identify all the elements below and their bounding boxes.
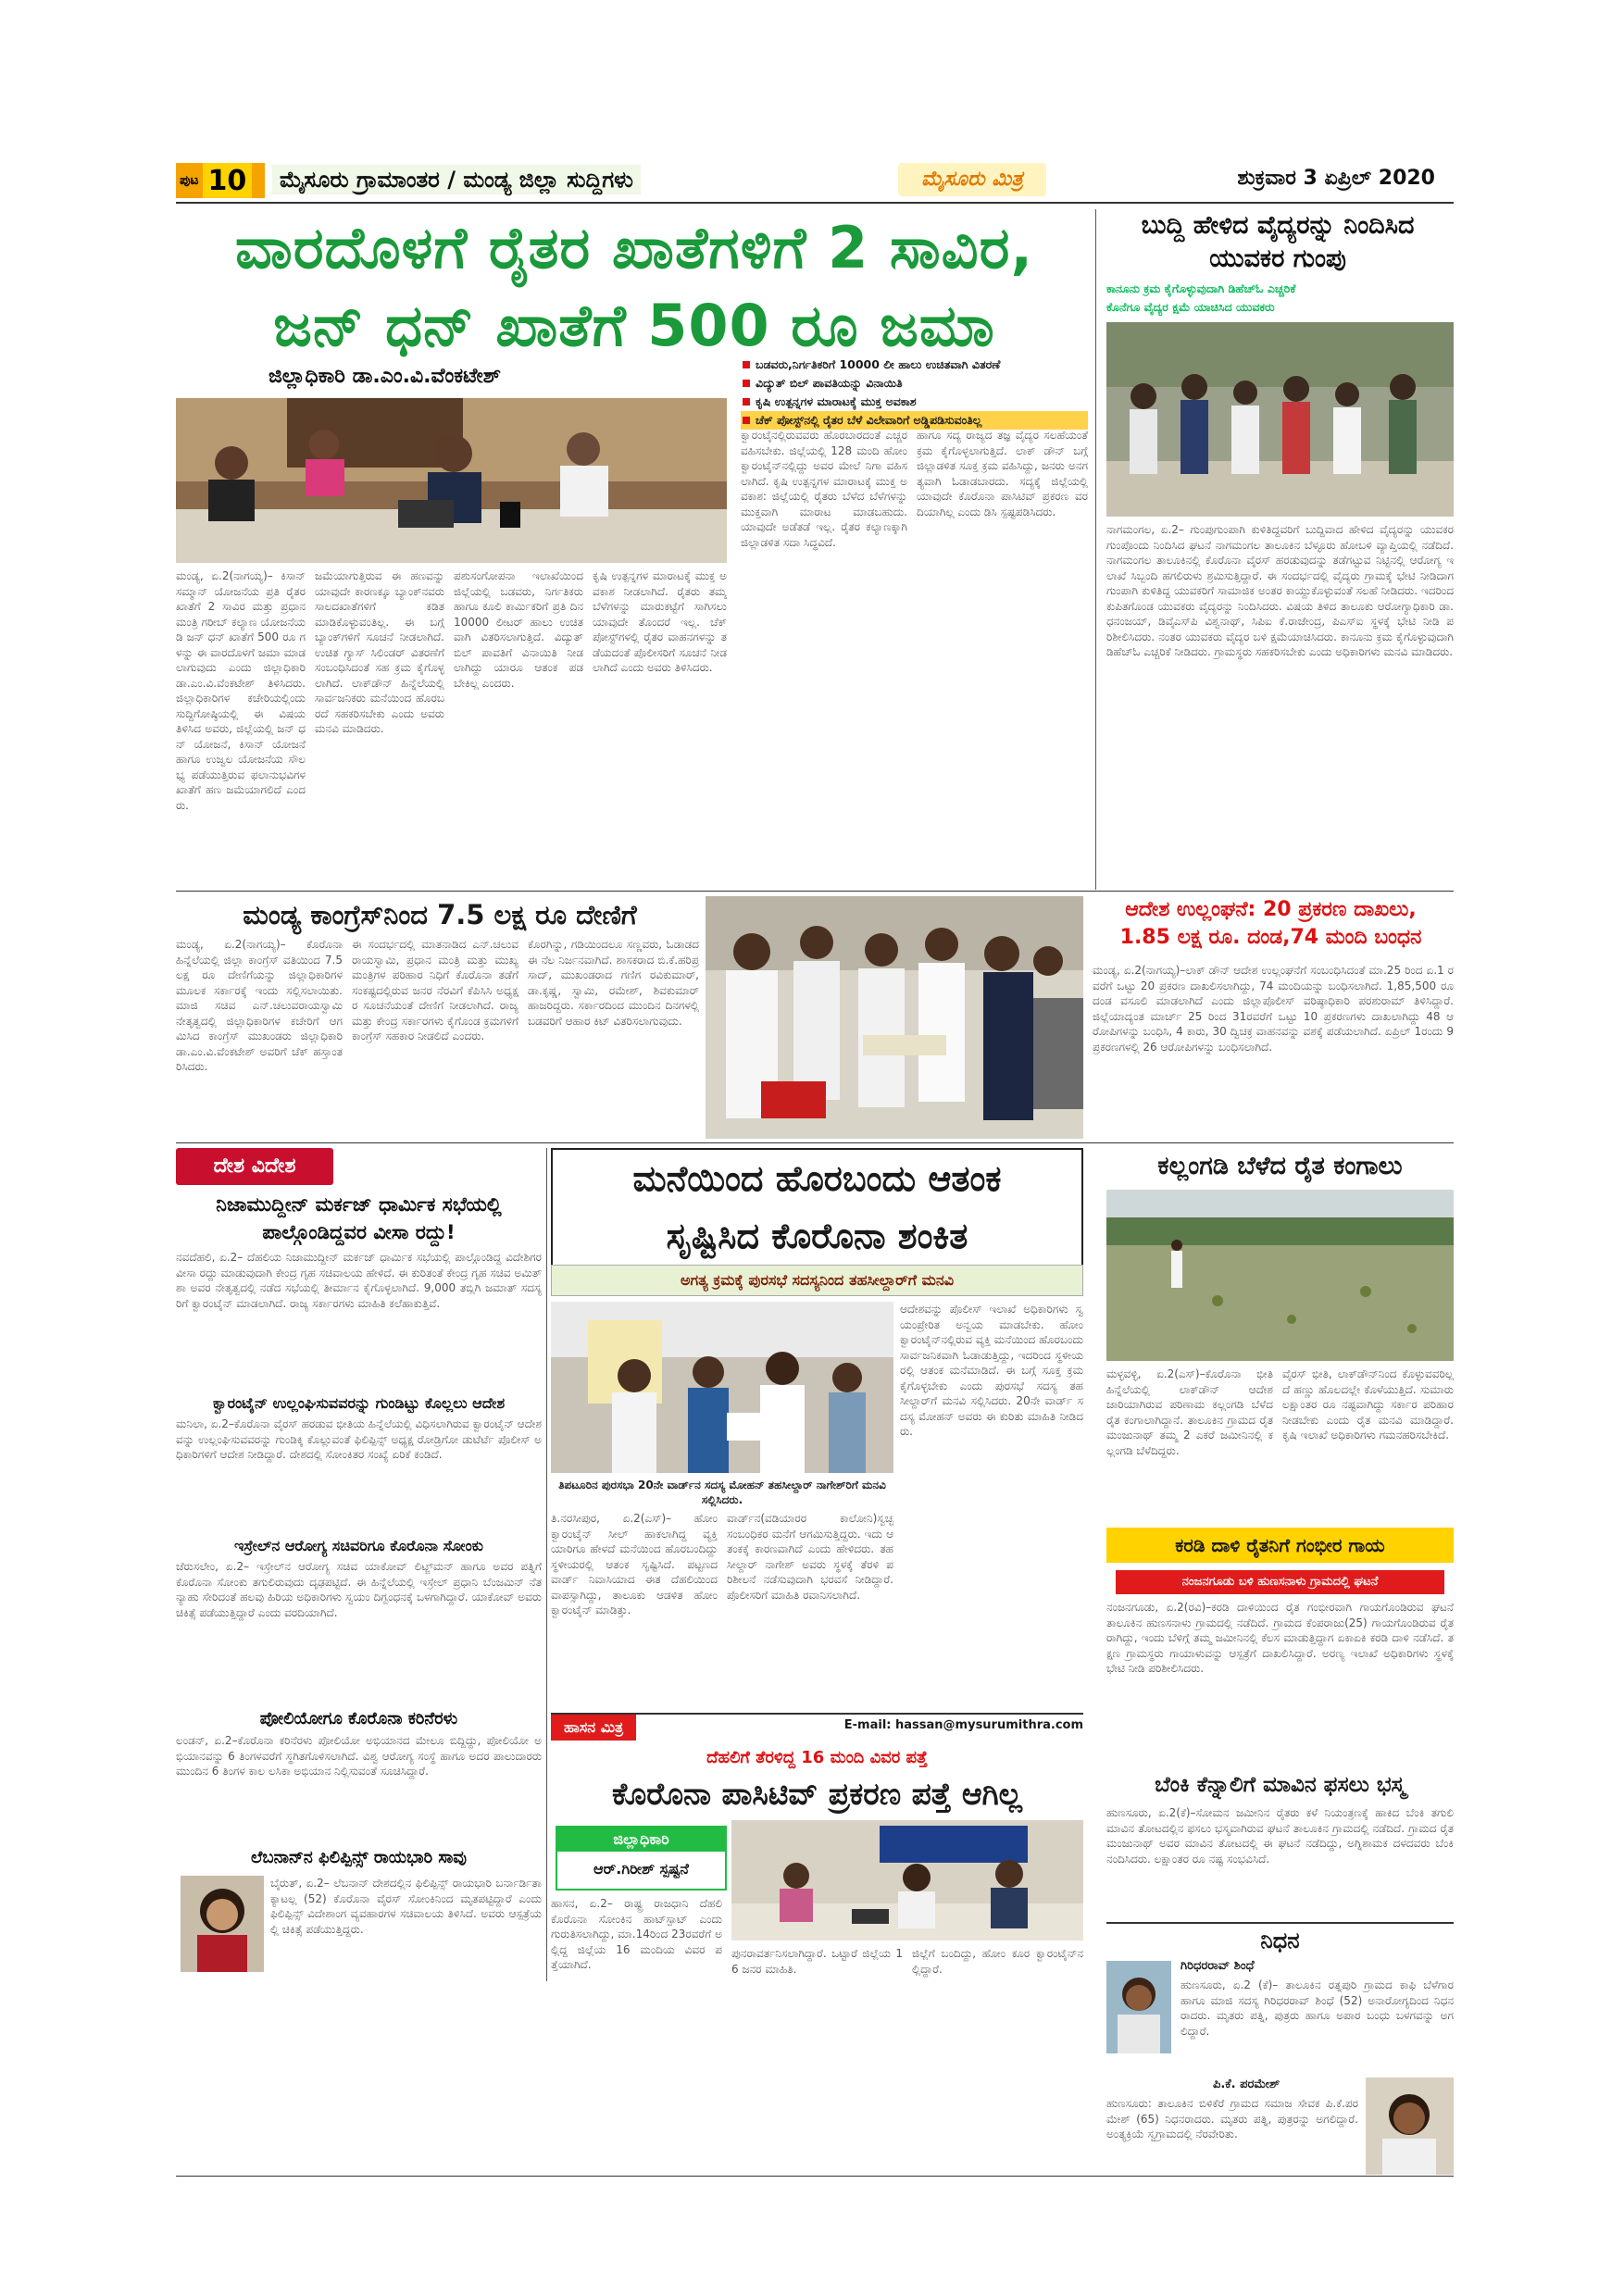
mane-body-col-2: ತಿ.ನರಸೀಪುರ, ಏ.2(ಎಸ್)– ಹೋಂ ಕ್ವಾರಂಟೈನ್ ಸೀಲ್ ಹಾಕಲಾಗಿದ್ದ ವ್ಯಕ್ತಿ ಯಾರಿಗೂ ಹೇಳದೆ ಮನೆಯಿಂದ ಹೊರಬಂದಿದ್ದು ಸ್ಥಳೀಯರಲ್ಲಿ ಆತಂಕ ಸೃಷ್ಟಿಸಿದೆ. ಪಟ್ಟಣದ ವಾರ್ಡ್ ನಿವಾಸಿಯಾದ ಈತ ದೆಹಲಿಯಿಂದ ವಾಪಸ್ಸಾಗಿದ್ದು, ತಾಲೂಕು ಆಡಳಿತ ಹೋಂ ಕ್ವಾರಂಟೈನ್ ಮಾಡಿತ್ತು. <box>551 1512 718 1616</box>
lead-body-col-4: ಕೃಷಿ ಉತ್ಪನ್ನಗಳ ಮಾರಾಟಕ್ಕೆ ಮುಕ್ತ ಅವಕಾಶ ನೀಡಲಾಗಿದೆ. ರೈತರು ತಮ್ಮ ಬೆಳೆಗಳನ್ನು ಮಾರುಕಟ್ಟೆಗೆ ಸಾಗಿಸಲು ಯಾವುದೇ ತೊಂದರೆ ಇಲ್ಲ. ಚೆಕ್ ಪೋಸ್ಟ್‌ಗಳಲ್ಲಿ ರೈತರ ವಾಹನಗಳನ್ನು ತಡೆಯದಂತೆ ಪೊಲೀಸರಿಗೆ ಸೂಚನೆ ನೀಡಲಾಗಿದೆ ಎಂದು ಅವರು ತಿಳಿಸಿದರು. <box>593 569 727 674</box>
desha-story-1-headline: ನಿಜಾಮುದ್ದೀನ್ ಮರ್ಕಜ್ ಧಾರ್ಮಿಕ ಸಭೆಯಲ್ಲಿ ಪಾಲ್ಗೊಂಡಿದ್ದವರ ವೀಸಾ ರದ್ದು! <box>216 1193 502 1243</box>
lead-byline: ಜಿಲ್ಲಾಧಿಕಾರಿ ಡಾ.ಎಂ.ವಿ.ವೆಂಕಟೇಶ್ <box>269 365 501 388</box>
newspaper-logo: ಮೈಸೂರು ಮಿತ್ರ <box>898 163 1046 196</box>
section-rule <box>176 1142 1454 1143</box>
obituary-photo-1 <box>1106 1961 1171 2053</box>
obituary-body-2: ಹುಣಸೂರು: ತಾಲೂಕಿನ ಬಿಳಿಕೆರೆ ಗ್ರಾಮದ ಸಮಾಜ ಸೇವಕ ಪಿ.ಕೆ.ಪರಮೇಶ್ (65) ನಿಧನರಾದರು. ಮೃತರು ಪತ್ನಿ, ಪುತ್ರರನ್ನು ಅಗಲಿದ್ದಾರೆ. ಅಂತ್ಯಕ್ರಿಯೆ ಸ್ವಗ್ರಾಮದಲ್ಲಿ ನೆರವೇರಿತು. <box>1106 2097 1358 2140</box>
dc-press-photo <box>731 1820 1083 1940</box>
sidebar-photo <box>1106 322 1454 517</box>
column-divider <box>546 1148 547 1981</box>
hassan-kicker: ದೆಹಲಿಗೆ ತೆರಳಿದ್ದ 16 ಮಂದಿ ವಿವರ ಪತ್ತೆ <box>706 1748 928 1767</box>
hassan-mitra-tag: ಹಾಸನ ಮಿತ್ರ <box>551 1715 636 1741</box>
lead-body-col-2: ಜಮೆಯಾಗುತ್ತಿರುವ ಈ ಹಣವನ್ನು ಯಾವುದೇ ಕಾರಣಕ್ಕೂ ಬ್ಯಾಂಕ್‌ನವರು ಸಾಲದಖಾತೆಗಳಿಗೆ ಕಡಿತ ಮಾಡಿಕೊಳ್ಳುವಂತಿಲ್ಲ. ಈ ಬಗ್ಗೆ ಬ್ಯಾಂಕ್‌ಗಳಿಗೆ ಸೂಚನೆ ನೀಡಲಾಗಿದೆ. ಉಚಿತ ಗ್ಯಾಸ್ ಸಿಲಿಂಡರ್ ವಿತರಣೆಗೆ ಸಂಬಂಧಿಸಿದಂತೆ ಸಹ ಕ್ರಮ ಕೈಗೊಳ್ಳಲಾಗಿದೆ. ಲಾಕ್‌ಡೌನ್ ಹಿನ್ನೆಲೆಯಲ್ಲಿ ಸಾರ್ವಜನಿಕರು ಮನೆಯಿಂದ ಹೊರಬರದೆ ಸಹಕರಿಸಬೇಕು ಎಂದು ಅವರು ಮನವಿ ಮಾಡಿದರು. <box>315 569 444 735</box>
mane-subhead: ಅಗತ್ಯ ಕ್ರಮಕ್ಕೆ ಪುರಸಭೆ ಸದಸ್ಯನಿಂದ ತಹಸೀಲ್ದಾರ್‌ಗೆ ಮನವಿ <box>551 1265 1083 1296</box>
lead-body-col-6: ಹಾಗೂ ಸದ್ಯ ರಾಜ್ಯದ ತಜ್ಞ ವೈದ್ಯರ ಸಲಹೆಯಂತೆ ಕ್ರಮ ಕೈಗೊಳ್ಳಲಾಗುತ್ತಿದೆ. ಲಾಕ್ ಡೌನ್ ಬಗ್ಗೆ ಜಿಲ್ಲಾಡಳಿತ ಸೂಕ್ತ ಕ್ರಮ ವಹಿಸಿದ್ದು, ಜನರು ಅನಗತ್ಯವಾಗಿ ಓಡಾಡಬಾರದು. ಸದ್ಯಕ್ಕೆ ಜಿಲ್ಲೆಯಲ್ಲಿ ಯಾವುದೇ ಕೊರೊನಾ ಪಾಸಿಟಿವ್ ಪ್ರಕರಣ ವರದಿಯಾಗಿಲ್ಲ ಎಂದು ಡಿಸಿ ಸ್ಪಷ್ಟಪಡಿಸಿದರು. <box>917 429 1088 518</box>
karadi-body: ನಂಜನಗೂಡು, ಏ.2(ರವಿ)–ಕರಡಿ ದಾಳಿಯಿಂದ ರೈತ ಗಂಭೀರವಾಗಿ ಗಾಯಗೊಂಡಿರುವ ಘಟನೆ ತಾಲೂಕಿನ ಹುಣಸನಾಳು ಗ್ರಾಮದಲ್ಲಿ ನಡೆದಿದೆ. ಗ್ರಾಮದ ಕೆಂಪರಾಜು(25) ಗಾಯಗೊಂಡಿರುವ ರೈತರಾಗಿದ್ದು, ಇಂದು ಬೆಳಿಗ್ಗೆ ತಮ್ಮ ಜಮೀನಿನಲ್ಲಿ ಕೆಲಸ ಮಾಡುತ್ತಿದ್ದಾಗ ಏಕಾಏಕಿ ಕರಡಿ ದಾಳಿ ನಡೆಸಿದೆ. ತಕ್ಷಣ ಗ್ರಾಮಸ್ಥರು ಗಾಯಾಳುವನ್ನು ಆಸ್ಪತ್ರೆಗೆ ದಾಖಲಿಸಿದ್ದಾರೆ. ಅರಣ್ಯ ಇಲಾಖೆ ಅಧಿಕಾರಿಗಳು ಸ್ಥಳಕ್ಕೆ ಭೇಟಿ ನೀಡಿ ಪರಿಶೀಲಿಸಿದರು. <box>1106 1601 1454 1675</box>
obituary-headline: ನಿಧನ <box>1106 1922 1454 1955</box>
lead-headline-line-1: ವಾರದೊಳಗೆ ರೈತರ ಖಾತೆಗಳಿಗೆ 2 ಸಾವಿರ, <box>235 214 1033 281</box>
obituary-photo-2 <box>1366 2078 1454 2175</box>
desha-story-1-body: ನವದೆಹಲಿ, ಏ.2– ದೆಹಲಿಯ ನಿಜಾಮುದ್ದೀನ್ ಮರ್ಕಜ್ ಧಾರ್ಮಿಕ ಸಭೆಯಲ್ಲಿ ಪಾಲ್ಗೊಂಡಿದ್ದ ವಿದೇಶಿಗರ ವೀಸಾ ರದ್ದು ಮಾಡುವುದಾಗಿ ಕೇಂದ್ರ ಗೃಹ ಸಚಿವಾಲಯ ಹೇಳಿದೆ. ಈ ಕುರಿತಂತೆ ಕೇಂದ್ರ ಗೃಹ ಸಚಿವ ಅಮಿತ್ ಶಾ ಅವರ ನೇತೃತ್ವದಲ್ಲಿ ನಡೆದ ಸಭೆಯಲ್ಲಿ ತೀರ್ಮಾನ ಕೈಗೊಳ್ಳಲಾಗಿದೆ. 9,000 ತಬ್ಲಿಗಿ ಜಮಾತ್ ಸದಸ್ಯರಿಗೆ ಕ್ವಾರಂಟೈನ್ ಮಾಡಲಾಗಿದೆ. ರಾಜ್ಯ ಸರ್ಕಾರಗಳು ಮಾಹಿತಿ ಕಲೆಹಾಕುತ್ತಿವೆ. <box>176 1251 542 1310</box>
page-number: 10 <box>203 163 253 198</box>
portrait-photo <box>1106 1961 1171 2053</box>
page-bottom-rule <box>176 2176 1454 2177</box>
dateline: ಶುಕ್ರವಾರ 3 ಏಪ್ರಿಲ್ 2020 <box>1237 167 1435 190</box>
memorandum-photo <box>551 1302 893 1473</box>
mane-photo <box>551 1302 893 1473</box>
benki-body: ಹುಣಸೂರು, ಏ.2(ಕೆ)–ಸೋಮನ ಜಮೀನಿನ ರೈತರು ಕಳೆ ನಿಯಂತ್ರಣಕ್ಕೆ ಹಾಕಿದ ಬೆಂಕಿ ತಗುಲಿ ಮಾವಿನ ತೋಟದಲ್ಲಿನ ಫಸಲು ಭಸ್ಮವಾಗಿರುವ ಘಟನೆ ತಾಲೂಕಿನ ಗ್ರಾಮದಲ್ಲಿ ನಡೆದಿದೆ. ಗ್ರಾಮದ ರೈತ ಮಂಜುನಾಥ್ ಅವರ ಮಾವಿನ ತೋಟದಲ್ಲಿ ಈ ಘಟನೆ ನಡೆದಿದ್ದು, ಅಗ್ನಿಶಾಮಕ ದಳದವರು ಬೆಂಕಿ ನಂದಿಸಿದರು. ಲಕ್ಷಾಂತರ ರೂ ನಷ್ಟ ಸಂಭವಿಸಿದೆ. <box>1106 1806 1454 1866</box>
section-title: ಮೈಸೂರು ಗ್ರಾಮಾಂತರ / ಮಂಡ್ಯ ಜಿಲ್ಲಾ ಸುದ್ದಿಗಳು <box>272 165 641 194</box>
lead-photo <box>176 398 727 563</box>
desha-story-5-headline: ಲೆಬನಾನ್‌ನ ಫಿಲಿಪ್ಪಿನ್ಸ್ ರಾಯಭಾರಿ ಸಾವು <box>251 1848 467 1867</box>
sidebar-bullets <box>1106 280 1454 317</box>
dc-clarification-box <box>556 1826 727 1890</box>
lead-headline-line-2: ಜನ್ ಧನ್ ಖಾತೆಗೆ 500 ರೂ ಜಮಾ <box>273 292 995 359</box>
hassan-photo <box>731 1820 1083 1940</box>
lockdown-headline: 1.85 ಲಕ್ಷ ರೂ. ದಂಡ,74 ಮಂದಿ ಬಂಧನ <box>1119 926 1422 949</box>
desha-story-2-body: ಮನಿಲಾ, ಏ.2–ಕೊರೊನಾ ವೈರಸ್ ಹರಡುವ ಭೀತಿಯ ಹಿನ್ನೆಲೆಯಲ್ಲಿ ವಿಧಿಸಲಾಗಿರುವ ಕ್ವಾರಂಟೈನ್ ಆದೇಶವನ್ನು ಉಲ್ಲಂಘಿಸುವವರನ್ನು ಗುಂಡಿಕ್ಕಿ ಕೊಲ್ಲುವಂತೆ ಫಿಲಿಪ್ಪಿನ್ಸ್ ಅಧ್ಯಕ್ಷ ರೋಡ್ರಿಗೋ ಡುಟೆರ್ಟೆ ಪೊಲೀಸ್ ಅಧಿಕಾರಿಗಳಿಗೆ ಆದೇಶ ನೀಡಿದ್ದಾರೆ. ದೇಶದಲ್ಲಿ ಸೋಂಕಿತರ ಸಂಖ್ಯೆ ಏರಿಕೆ ಕಂಡಿದೆ. <box>176 1417 542 1461</box>
sidebar-bullet: ಕೊನೆಗೂ ವೈದ್ಯರ ಕ್ಷಮೆ ಯಾಚಿಸಿದ ಯುವಕರು <box>1106 300 1275 314</box>
benki-headline: ಬೆಂಕಿ ಕೆನ್ನಾಲಿಗೆ ಮಾವಿನ ಫಸಲು ಭಸ್ಮ <box>1155 1773 1405 1797</box>
mandya-headline: ಮಂಡ್ಯ ಕಾಂಗ್ರೆಸ್‌ನಿಂದ 7.5 ಲಕ್ಷ ರೂ ದೇಣಿಗೆ <box>243 899 637 930</box>
mane-headline <box>551 1148 1083 1267</box>
mandya-body-col-3: ಕೊರಗಿನ್ನು, ಗಡಿಯಿಂದಲೂ ಸಣ್ಣವರು, ಓಡಾಡದ ಈ ನೆಲ ನಿರ್ಜನವಾಗಿದೆ. ಶಾಸಕರಾದ ಬಿ.ಕೆ.ಹರಿಪ್ರಸಾದ್, ಮುಖಂಡರಾದ ಗಣಿಗ ರವಿಕುಮಾರ್, ಡಾ.ಕೃಷ್ಣ, ಸ್ವಾಮಿ, ರಮೇಶ್, ಶಿವಕುಮಾರ್ ಹಾಜರಿದ್ದರು. ಸರ್ಕಾರದಿಂದ ಮುಂದಿನ ದಿನಗಳಲ್ಲಿ ಬಡವರಿಗೆ ಆಹಾರ ಕಿಟ್ ವಿತರಿಸಲಾಗುವುದು. <box>528 938 699 1028</box>
section-rule <box>176 891 1454 892</box>
column-divider <box>1095 209 1096 890</box>
mandya-body-col-2: ಈ ಸಂದರ್ಭದಲ್ಲಿ ಮಾತನಾಡಿದ ಎನ್.ಚಲುವರಾಯಸ್ವಾಮಿ, ಪ್ರಧಾನ ಮಂತ್ರಿ ಮತ್ತು ಮುಖ್ಯಮಂತ್ರಿಗಳ ಪರಿಹಾರ ನಿಧಿಗೆ ಕೊರೊನಾ ತಡೆಗೆ ಸಂಕಷ್ಟದಲ್ಲಿರುವ ಜನರ ನೆರವಿಗೆ ಕೆಪಿಸಿಸಿ ಅಧ್ಯಕ್ಷರ ಸೂಚನೆಯಂತೆ ದೇಣಿಗೆ ನೀಡಲಾಗಿದೆ. ರಾಜ್ಯ ಮತ್ತು ಕೇಂದ್ರ ಸರ್ಕಾರಗಳು ಕೈಗೊಂಡ ಕ್ರಮಗಳಿಗೆ ಕಾಂಗ್ರೆಸ್ ಸಹಕಾರ ನೀಡಲಿದೆ ಎಂದರು. <box>352 938 518 1042</box>
lead-bullet: ಚೆಕ್ ಪೋಸ್ಟ್‌ನಲ್ಲಿ ರೈತರ ಬೆಳೆ ವಿಲೇವಾರಿಗೆ ಅಡ್ಡಿಪಡಿಸುವಂತಿಲ್ಲ <box>741 411 1088 430</box>
page-number-tag <box>176 163 265 198</box>
lockdown-body: ಮಂಡ್ಯ, ಏ.2(ನಾಗಯ್ಯ)–ಲಾಕ್ ಡೌನ್ ಆದೇಶ ಉಲ್ಲಂಘನೆಗೆ ಸಂಬಂಧಿಸಿದಂತೆ ಮಾ.25 ರಿಂದ ಏ.1 ರವರೆಗೆ ಒಟ್ಟು 20 ಪ್ರಕರಣ ದಾಖಲಿಸಲಾಗಿದ್ದು, 74 ಮಂದಿಯನ್ನು ಬಂಧಿಸಲಾಗಿದೆ. 1,85,500 ರೂ ದಂಡ ವಸೂಲಿ ಮಾಡಲಾಗಿದೆ ಎಂದು ಜಿಲ್ಲಾಪೊಲೀಸ್ ವರಿಷ್ಠಾಧಿಕಾರಿ ಪರಶುರಾಮ್ ತಿಳಿಸಿದ್ದಾರೆ. ಜಿಲ್ಲೆಯಾದ್ಯಂತ ಮಾರ್ಚ್ 25 ರಿಂದ 31ರವರೆಗೆ ಒಟ್ಟು 10 ಪ್ರಕರಣಗಳು ದಾಖಲಾಗಿದ್ದು 48 ಆರೋಪಿಗಳನ್ನು ಬಂಧಿಸಿ, 4 ಕಾರು, 30 ದ್ವಿಚಕ್ರ ವಾಹನವನ್ನು ವಶಕ್ಕೆ ಪಡೆಯಲಾಗಿದೆ. ಏಪ್ರಿಲ್ 1ರಂದು 9 ಪ್ರಕರಣಗಳಲ್ಲಿ 26 ಆರೋಪಿಗಳನ್ನು ಬಂಧಿಸಲಾಗಿದೆ. <box>1093 964 1454 1054</box>
hassan-body-col-3: ಜಿಲ್ಲೆಗೆ ಬಂದಿದ್ದು, ಹೋಂ ಕೂರ ಕ್ವಾರಂಟೈನ್‌ನಲ್ಲಿದ್ದಾರೆ. <box>912 1947 1083 1976</box>
kallangadi-photo <box>1106 1190 1454 1361</box>
lead-body-col-1: ಮಂಡ್ಯ, ಏ.2(ನಾಗಯ್ಯ)– ಕಿಸಾನ್ ಸಮ್ಮಾನ್ ಯೋಜನೆಯ ಪ್ರತಿ ರೈತರ ಖಾತೆಗೆ 2 ಸಾವಿರ ಮತ್ತು ಪ್ರಧಾನ ಮಂತ್ರಿ ಗರೀಬ್ ಕಲ್ಯಾಣ ಯೋಜನೆಯಡಿ ಜನ್ ಧನ್ ಖಾತೆಗೆ 500 ರೂ ಗಳನ್ನು ಈ ವಾರದೊಳಗೆ ಜಮಾ ಮಾಡಲಾಗುವುದು ಎಂದು ಜಿಲ್ಲಾಧಿಕಾರಿ ಡಾ.ಎಂ.ವಿ.ವೆಂಕಟೇಶ್ ತಿಳಿಸಿದರು. ಜಿಲ್ಲಾಧಿಕಾರಿಗಳ ಕಚೇರಿಯಲ್ಲಿಂದು ಸುದ್ದಿಗೋಷ್ಠಿಯಲ್ಲಿ ಈ ವಿಷಯ ತಿಳಿಸಿದ ಅವರು, ಜಿಲ್ಲೆಯಲ್ಲಿ ಜನ್ ಧನ್ ಯೋಜನೆ, ಕಿಸಾನ್ ಯೋಜನೆ ಹಾಗೂ ಉಜ್ವಲ ಯೋಜನೆಯ ಸೌಲಭ್ಯ ಪಡೆಯುತ್ತಿರುವ ಫಲಾನುಭವಿಗಳ ಖಾತೆಗೆ ಹಣ ಜಮೆಯಾಗಲಿದೆ ಎಂದರು. <box>176 569 306 812</box>
lead-bullet: ವಿದ್ಯುತ್ ಬಿಲ್ ಪಾವತಿಯನ್ನು ವಿನಾಯಿತಿ <box>741 374 1088 393</box>
lead-body-col-3: ಪಶುಸಂಗೋಪನಾ ಇಲಾಖೆಯಿಂದ ಜಿಲ್ಲೆಯಲ್ಲಿ ಬಡವರು, ನಿರ್ಗತಿಕರು ಹಾಗೂ ಕೂಲಿ ಕಾರ್ಮಿಕರಿಗೆ ಪ್ರತಿ ದಿನ 10000 ಲೀಟರ್ ಹಾಲು ಉಚಿತವಾಗಿ ವಿತರಿಸಲಾಗುತ್ತಿದೆ. ವಿದ್ಯುತ್ ಬಿಲ್ ಪಾವತಿಗೆ ವಿನಾಯಿತಿ ನೀಡಲಾಗಿದ್ದು ಯಾರೂ ಆತಂಕ ಪಡಬೇಕಿಲ್ಲ ಎಂದರು. <box>454 569 583 690</box>
lockdown-kicker: ಆದೇಶ ಉಲ್ಲಂಘನೆ: 20 ಪ್ರಕರಣ ದಾಖಲು, <box>1125 898 1417 921</box>
lead-body-col-5: ಕ್ವಾರಂಟೈನಲ್ಲಿರುವವರು ಹೊರಬಾರದಂತೆ ಎಚ್ಚರ ವಹಿಸಬೇಕು. ಜಿಲ್ಲೆಯಲ್ಲಿ 128 ಮಂದಿ ಹೋಂ ಕ್ವಾರಂಟೈನ್‌ನಲ್ಲಿದ್ದು ಅವರ ಮೇಲೆ ನಿಗಾ ವಹಿಸಲಾಗಿದೆ. ಕೃಷಿ ಉತ್ಪನ್ನಗಳ ಮಾರಾಟಕ್ಕೆ ಮುಕ್ತ ಅವಕಾಶ: ಜಿಲ್ಲೆಯಲ್ಲಿ ರೈತರು ಬೆಳೆದ ಬೆಳೆಗಳನ್ನು ಮುಕ್ತವಾಗಿ ಮಾರಾಟ ಮಾಡಬಹುದು. ಯಾವುದೇ ಅಡೆತಡೆ ಇಲ್ಲ. ರೈತರ ಕಲ್ಯಾಣಕ್ಕಾಗಿ ಜಿಲ್ಲಾಡಳಿತ ಸದಾ ಸಿದ್ಧವಿದೆ. <box>741 429 907 549</box>
karadi-headline: ಕರಡಿ ದಾಳಿ ರೈತನಿಗೆ ಗಂಭೀರ ಗಾಯ <box>1106 1528 1454 1563</box>
mane-photo-caption: ತಿಪಟೂರಿನ ಪುರಸಭಾ 20ನೇ ವಾರ್ಡ್‌ನ ಸದಸ್ಯ ಮೋಹನ್ ತಹಸೀಲ್ದಾರ್ ನಾಗೇಶ್‌ರಿಗೆ ಮನವಿ ಸಲ್ಲಿಸಿದರು. <box>558 1479 886 1506</box>
hassan-section-bar <box>551 1713 1083 1739</box>
lead-headline <box>176 209 1093 365</box>
portrait-photo <box>1366 2078 1454 2175</box>
hassan-headline: ಕೊರೊನಾ ಪಾಸಿಟಿವ್ ಪ್ರಕರಣ ಪತ್ತೆ ಆಗಿಲ್ಲ <box>612 1776 1022 1812</box>
mandya-photo <box>706 896 1083 1139</box>
desha-story-3-body: ಜೆರುಸಲೇಂ, ಏ.2– ಇಸ್ರೇಲ್‌ನ ಆರೋಗ್ಯ ಸಚಿವ ಯಾಕೋವ್ ಲಿಟ್ಜ್‌ಮನ್ ಹಾಗೂ ಅವರ ಪತ್ನಿಗೆ ಕೊರೊನಾ ಸೋಂಕು ತಗುಲಿರುವುದು ದೃಢಪಟ್ಟಿದೆ. ಈ ಹಿನ್ನೆಲೆಯಲ್ಲಿ ಇಸ್ರೇಲ್ ಪ್ರಧಾನಿ ಬೆಂಜಮಿನ್ ನೆತನ್ಯಾಹು ಸೇರಿದಂತೆ ಹಲವು ಹಿರಿಯ ಅಧಿಕಾರಿಗಳು ಸ್ವಯಂ ದಿಗ್ಬಂಧನಕ್ಕೆ ಒಳಗಾಗಿದ್ದಾರೆ. ಯಾಕೋವ್ ಅವರು ಚಿಕಿತ್ಸೆ ಪಡೆಯುತ್ತಿದ್ದಾರೆ ಎಂದು ವರದಿಯಾಗಿದೆ. <box>176 1560 542 1619</box>
hassan-body-col-2: ಪುನರಾವರ್ತನಿಸಲಾಗಿದ್ದಾರೆ. ಒಟ್ಟಾರೆ ಜಿಲ್ಲೆಯ 16 ಜನರ ಮಾಹಿತಿ. <box>731 1947 903 1976</box>
mane-body-col-3: ವಾರ್ಡ್‌ನ(ವಡಿಯಾರರ ಕಾಲೋನಿ)ಸ್ವಚ್ಛ ಸಂಬಂಧಿಕರ ಮನೆಗೆ ಆಗಮಿಸುತ್ತಿದ್ದರು. ಇದು ಆತಂಕಕ್ಕೆ ಕಾರಣವಾಗಿದೆ ಎಂದು ಹೇಳಿದರು. ತಹಸೀಲ್ದಾರ್ ನಾಗೇಶ್ ಅವರು ಸ್ಥಳಕ್ಕೆ ತೆರಳಿ ಪರಿಶೀಲನೆ ನಡೆಸುವುದಾಗಿ ಭರವಸೆ ನೀಡಿದ್ದಾರೆ. ಪೊಲೀಸರಿಗೆ ಮಾಹಿತಿ ರವಾನಿಸಲಾಗಿದೆ. <box>727 1512 893 1602</box>
masthead <box>176 163 1454 198</box>
sidebar-bullet: ಕಾನೂನು ಕ್ರಮ ಕೈಗೊಳ್ಳುವುದಾಗಿ ಡಿಹೆಚ್‌ಓ ಎಚ್ಚರಿಕೆ <box>1106 281 1296 295</box>
obituary-name-1: ಗಿರಿಧರರಾವ್ ಶಿಂಧೆ <box>1181 1959 1255 1973</box>
desha-videsha-tag: ದೇಶ ವಿದೇಶ <box>176 1148 333 1185</box>
press-meet-photo <box>176 398 727 563</box>
mane-headline-line-2: ಸೃಷ್ಟಿಸಿದ ಕೊರೊನಾ ಶಂಕಿತ <box>666 1216 968 1256</box>
desha-story-4-headline: ಪೋಲಿಯೋಗೂ ಕೊರೊನಾ ಕರಿನೆರಳು <box>259 1709 458 1728</box>
lead-bullets <box>741 356 1088 430</box>
obituary-name-2: ಪಿ.ಕೆ. ಪರಮೇಶ್ <box>1213 2078 1280 2091</box>
karadi-subhead: ನಂಜನಗೂಡು ಬಳಿ ಹುಣಸನಾಳು ಗ್ರಾಮದಲ್ಲಿ ಘಟನೆ <box>1116 1570 1444 1594</box>
desha-story-2-headline: ಕ್ವಾರಂಟೈನ್ ಉಲ್ಲಂಘಿಸುವವರನ್ನು ಗುಂಡಿಟ್ಟು ಕೊಲ್ಲಲು ಆದೇಶ <box>212 1394 506 1412</box>
page-prefix: ಪುಟ <box>180 173 199 188</box>
mane-body-col-1: ಆದೇಶವನ್ನು ಪೊಲೀಸ್ ಇಲಾಖೆ ಅಧಿಕಾರಿಗಳು ಸ್ವಯಂಪ್ರೇರಿತ ಅನ್ವಯ ಮಾಡಬೇಕು. ಹೋಂ ಕ್ವಾರಂಟೈನ್‌ನಲ್ಲಿರುವ ವ್ಯಕ್ತಿ ಮನೆಯಿಂದ ಹೊರಬಂದು ಸಾರ್ವಜನಿಕವಾಗಿ ಓಡಾಡುತ್ತಿದ್ದು, ಇದರಿಂದ ಸ್ಥಳೀಯರಲ್ಲಿ ಆತಂಕ ಮನೆಮಾಡಿದೆ. ಈ ಬಗ್ಗೆ ಸೂಕ್ತ ಕ್ರಮ ಕೈಗೊಳ್ಳಬೇಕು ಎಂದು ಪುರಸಭೆ ಸದಸ್ಯ ತಹಸೀಲ್ದಾರ್‌ಗೆ ಮನವಿ ಸಲ್ಲಿಸಿದರು. 20ನೇ ವಾರ್ಡ್ ಸದಸ್ಯ ಮೋಹನ್ ಅವರು ಈ ಕುರಿತು ಮಾಹಿತಿ ನೀಡಿದರು. <box>900 1303 1083 1438</box>
portrait-photo <box>181 1876 264 1972</box>
cheque-handover-photo <box>706 896 1083 1139</box>
kallangadi-headline: ಕಲ್ಲಂಗಡಿ ಬೆಳೆದ ರೈತ ಕಂಗಾಲು <box>1157 1152 1403 1180</box>
sidebar-headline: ಬುದ್ದಿ ಹೇಳಿದ ವೈದ್ಯರನ್ನು ನಿಂದಿಸಿದ ಯುವಕರ ಗುಂಪು <box>1141 211 1415 273</box>
masthead-rule <box>176 202 1454 204</box>
lead-bullet: ಕೃಷಿ ಉತ್ಪನ್ನಗಳ ಮಾರಾಟಕ್ಕೆ ಮುಕ್ತ ಅವಕಾಶ <box>741 393 1088 411</box>
ambassador-photo <box>181 1876 264 1972</box>
desha-story-4-body: ಲಂಡನ್, ಏ.2–ಕೊರೊನಾ ಕರಿನೆರಳು ಪೋಲಿಯೋ ಅಭಿಯಾನದ ಮೇಲೂ ಬಿದ್ದಿದ್ದು, ಪೋಲಿಯೋ ಅಭಿಯಾನವನ್ನು 6 ತಿಂಗಳವರೆಗೆ ಸ್ಥಗಿತಗೊಳಿಸಲಾಗಿದೆ. ವಿಶ್ವ ಆರೋಗ್ಯ ಸಂಸ್ಥೆ ಹಾಗೂ ಅದರ ಪಾಲುದಾರರು ಮುಂದಿನ 6 ತಿಂಗಳ ಕಾಲ ಲಸಿಕಾ ಅಭಿಯಾನ ನಿಲ್ಲಿಸುವಂತೆ ಸೂಚಿಸಿದ್ದಾರೆ. <box>176 1734 542 1778</box>
crowd-photo <box>1106 322 1454 517</box>
kallangadi-body-col-1: ಮಳ್ಳವಳ್ಳಿ, ಏ.2(ಎಸ್)–ಕೊರೊನಾ ಭೀತಿ ಹಿನ್ನೆಲೆಯಲ್ಲಿ ಲಾಕ್‌ಡೌನ್ ಆದೇಶ ಜಾರಿಯಾಗಿರುವ ಪರಿಣಾಮ ಕಲ್ಲಂಗಡಿ ಬೆಳೆದ ರೈತ ಕಂಗಾಲಾಗಿದ್ದಾನೆ. ತಾಲೂಕಿನ ಗ್ರಾಮದ ರೈತ ಮಂಜುನಾಥ್ ತಮ್ಮ 2 ಎಕರೆ ಜಮೀನಿನಲ್ಲಿ ಕಲ್ಲಂಗಡಿ ಬೆಳೆದಿದ್ದರು. <box>1106 1367 1273 1457</box>
hassan-email: E-mail: hassan@mysurumithra.com <box>843 1718 1083 1732</box>
mane-headline-line-1: ಮನೆಯಿಂದ ಹೊರಬಂದು ಆತಂಕ <box>632 1158 1002 1199</box>
lockdown-box <box>1088 896 1454 952</box>
mandya-body-col-1: ಮಂಡ್ಯ, ಏ.2(ನಾಗಯ್ಯ)– ಕೊರೊನಾ ಹಿನ್ನೆಲೆಯಲ್ಲಿ ಜಿಲ್ಲಾ ಕಾಂಗ್ರೆಸ್ ವತಿಯಿಂದ 7.5 ಲಕ್ಷ ರೂ ದೇಣಿಗೆಯನ್ನು ಜಿಲ್ಲಾಧಿಕಾರಿಗಳ ಮೂಲಕ ಸರ್ಕಾರಕ್ಕೆ ಇಂದು ಸಲ್ಲಿಸಲಾಯಿತು. ಮಾಜಿ ಸಚಿವ ಎನ್.ಚಲುವರಾಯಸ್ವಾಮಿ ನೇತೃತ್ವದಲ್ಲಿ ಜಿಲ್ಲಾಧಿಕಾರಿಗಳ ಕಚೇರಿಗೆ ಆಗಮಿಸಿದ ಕಾಂಗ್ರೆಸ್ ಮುಖಂಡರು ಜಿಲ್ಲಾಧಿಕಾರಿ ಡಾ.ಎಂ.ವಿ.ವೆಂಕಟೇಶ್ ಅವರಿಗೆ ಚೆಕ್ ಹಸ್ತಾಂತರಿಸಿದರು. <box>176 938 343 1073</box>
desha-story-3-headline: ಇಸ್ರೇಲ್‌ನ ಆರೋಗ್ಯ ಸಚಿವರಿಗೂ ಕೊರೊನಾ ಸೋಂಕು <box>234 1537 483 1554</box>
dc-name: ಆರ್.ಗಿರೀಶ್ ಸ್ಪಷ್ಟನೆ <box>593 1860 689 1878</box>
lead-bullet: ಬಡವರು,ನಿರ್ಗತಿಕರಿಗೆ 10000 ಲೀ ಹಾಲು ಉಚಿತವಾಗಿ ವಿತರಣೆ <box>741 356 1088 374</box>
hassan-body-col-1: ಹಾಸನ, ಏ.2– ರಾಷ್ಟ್ರ ರಾಜಧಾನಿ ದೆಹಲಿ ಕೊರೊನಾ ಸೋಂಕಿನ ಹಾಟ್‌ಸ್ಪಾಟ್ ಎಂದು ಗುರುತಿಸಲಾಗಿದ್ದು, ಮಾ.14ರಿಂದ 23ರವರೆಗೆ ಅಲ್ಲಿದ್ದ ಜಿಲ್ಲೆಯ 16 ಮಂದಿಯ ವಿವರ ಪತ್ತೆಯಾಗಿದೆ. <box>551 1897 722 1971</box>
kallangadi-body-col-2: ವೈರಸ್ ಭೀತಿ, ಲಾಕ್‌ಡೌನ್‌ನಿಂದ ಕೊಳ್ಳುವವರಿಲ್ಲದೆ ಹಣ್ಣು ಹೊಲದಲ್ಲೇ ಕೊಳೆಯುತ್ತಿದೆ. ಸುಮಾರು ಲಕ್ಷಾಂತರ ರೂ ನಷ್ಟವಾಗಿದ್ದು ಸರ್ಕಾರ ಪರಿಹಾರ ನೀಡಬೇಕು ಎಂದು ರೈತ ಮನವಿ ಮಾಡಿದ್ದಾರೆ. ಕೃಷಿ ಇಲಾಖೆ ಅಧಿಕಾರಿಗಳು ಗಮನಹರಿಸಬೇಕಿದೆ. <box>1282 1367 1454 1441</box>
desha-story-5-body: ಬೈರುತ್, ಏ.2– ಲೆಬನಾನ್ ದೇಶದಲ್ಲಿನ ಫಿಲಿಪ್ಪಿನ್ಸ್ ರಾಯಭಾರಿ ಬರ್ನಾರ್ಡಿತಾ ಕ್ಯಾಟಲ್ಲ (52) ಕೊರೊನಾ ವೈರಸ್ ಸೋಂಕಿನಿಂದ ಮೃತಪಟ್ಟಿದ್ದಾರೆ ಎಂದು ಫಿಲಿಪ್ಪಿನ್ಸ್ ವಿದೇಶಾಂಗ ವ್ಯವಹಾರಗಳ ಸಚಿವಾಲಯ ತಿಳಿಸಿದೆ. ಅವರು ಆಸ್ಪತ್ರೆಯಲ್ಲಿ ಚಿಕಿತ್ಸೆ ಪಡೆಯುತ್ತಿದ್ದರು. <box>270 1877 542 1936</box>
field-photo <box>1106 1190 1454 1361</box>
dc-title: ಜಿಲ್ಲಾಧಿಕಾರಿ <box>557 1828 725 1852</box>
obituary-body-1: ಹುಣಸೂರು, ಏ.2 (ಕೆ)– ತಾಲೂಕಿನ ರತ್ನಪುರಿ ಗ್ರಾಮದ ಕಾಫಿ ಬೆಳೆಗಾರ ಹಾಗೂ ಮಾಜಿ ಸದಸ್ಯ ಗಿರಿಧರರಾವ್ ಶಿಂಧೆ (52) ಅನಾರೋಗ್ಯದಿಂದ ನಿಧನರಾದರು. ಮೃತರು ಪತ್ನಿ, ಪುತ್ರರು ಹಾಗೂ ಅಪಾರ ಬಂಧು ಬಳಗವನ್ನು ಅಗಲಿದ್ದಾರೆ. <box>1181 1978 1454 2038</box>
sidebar-body: ನಾಗಮಂಗಲ, ಏ.2– ಗುಂಪುಗುಂಪಾಗಿ ಕುಳಿತಿದ್ದವರಿಗೆ ಬುದ್ದಿವಾದ ಹೇಳಿದ ವೈದ್ಯರನ್ನು ಯುವಕರ ಗುಂಪೊಂದು ನಿಂದಿಸಿದ ಘಟನೆ ನಾಗಮಂಗಲ ತಾಲೂಕಿನ ಬೆಳ್ಳೂರು ಹೋಬಳಿ ವ್ಯಾಪ್ತಿಯಲ್ಲಿ ನಡೆದಿದೆ. ನಾಗಮಂಗಲ ತಾಲೂಕಿನಲ್ಲಿ ಕೊರೊನಾ ವೈರಸ್ ಹರಡುವುದನ್ನು ತಡೆಗಟ್ಟುವ ನಿಟ್ಟಿನಲ್ಲಿ ಆರೋಗ್ಯ ಇಲಾಖೆ ಸಿಬ್ಬಂದಿ ಹಗಲಿರುಳು ಶ್ರಮಿಸುತ್ತಿದ್ದಾರೆ. ಈ ಸಂದರ್ಭದಲ್ಲಿ ವೈದ್ಯರು ಗ್ರಾಮಕ್ಕೆ ಭೇಟಿ ನೀಡಿದಾಗ ಗುಂಪಾಗಿ ಕುಳಿತಿದ್ದ ಯುವಕರಿಗೆ ಸಾಮಾಜಿಕ ಅಂತರ ಕಾಯ್ದುಕೊಳ್ಳುವಂತೆ ಸಲಹೆ ನೀಡಿದರು. ಇದರಿಂದ ಕುಪಿತಗೊಂಡ ಯುವಕರು ವೈದ್ಯರನ್ನು ನಿಂದಿಸಿದರು. ವಿಷಯ ತಿಳಿದ ತಾಲೂಕು ಆರೋಗ್ಯಾಧಿಕಾರಿ ಡಾ.ಧನಂಜಯ್, ಡಿವೈಎಸ್‌ಪಿ ವಿಶ್ವನಾಥ್, ಸಿಪಿಐ ಕೆ.ರಾಜೇಂದ್ರ, ಪಿಎಸ್‌ಐ ಸ್ಥಳಕ್ಕೆ ಭೇಟಿ ನೀಡಿ ಪರಿಶೀಲಿಸಿದರು. ನಂತರ ಯುವಕರು ವೈದ್ಯರ ಬಳಿ ಕ್ಷಮೆಯಾಚಿಸಿದರು. ಕಾನೂನು ಕ್ರಮ ಕೈಗೊಳ್ಳುವುದಾಗಿ ಡಿಹೆಚ್‌ಓ ಎಚ್ಚರಿಕೆ ನೀಡಿದರು. ಗ್ರಾಮಸ್ಥರು ಸಹಕರಿಸಬೇಕು ಎಂದು ಅಧಿಕಾರಿಗಳು ಮನವಿ ಮಾಡಿದರು. <box>1106 523 1454 658</box>
